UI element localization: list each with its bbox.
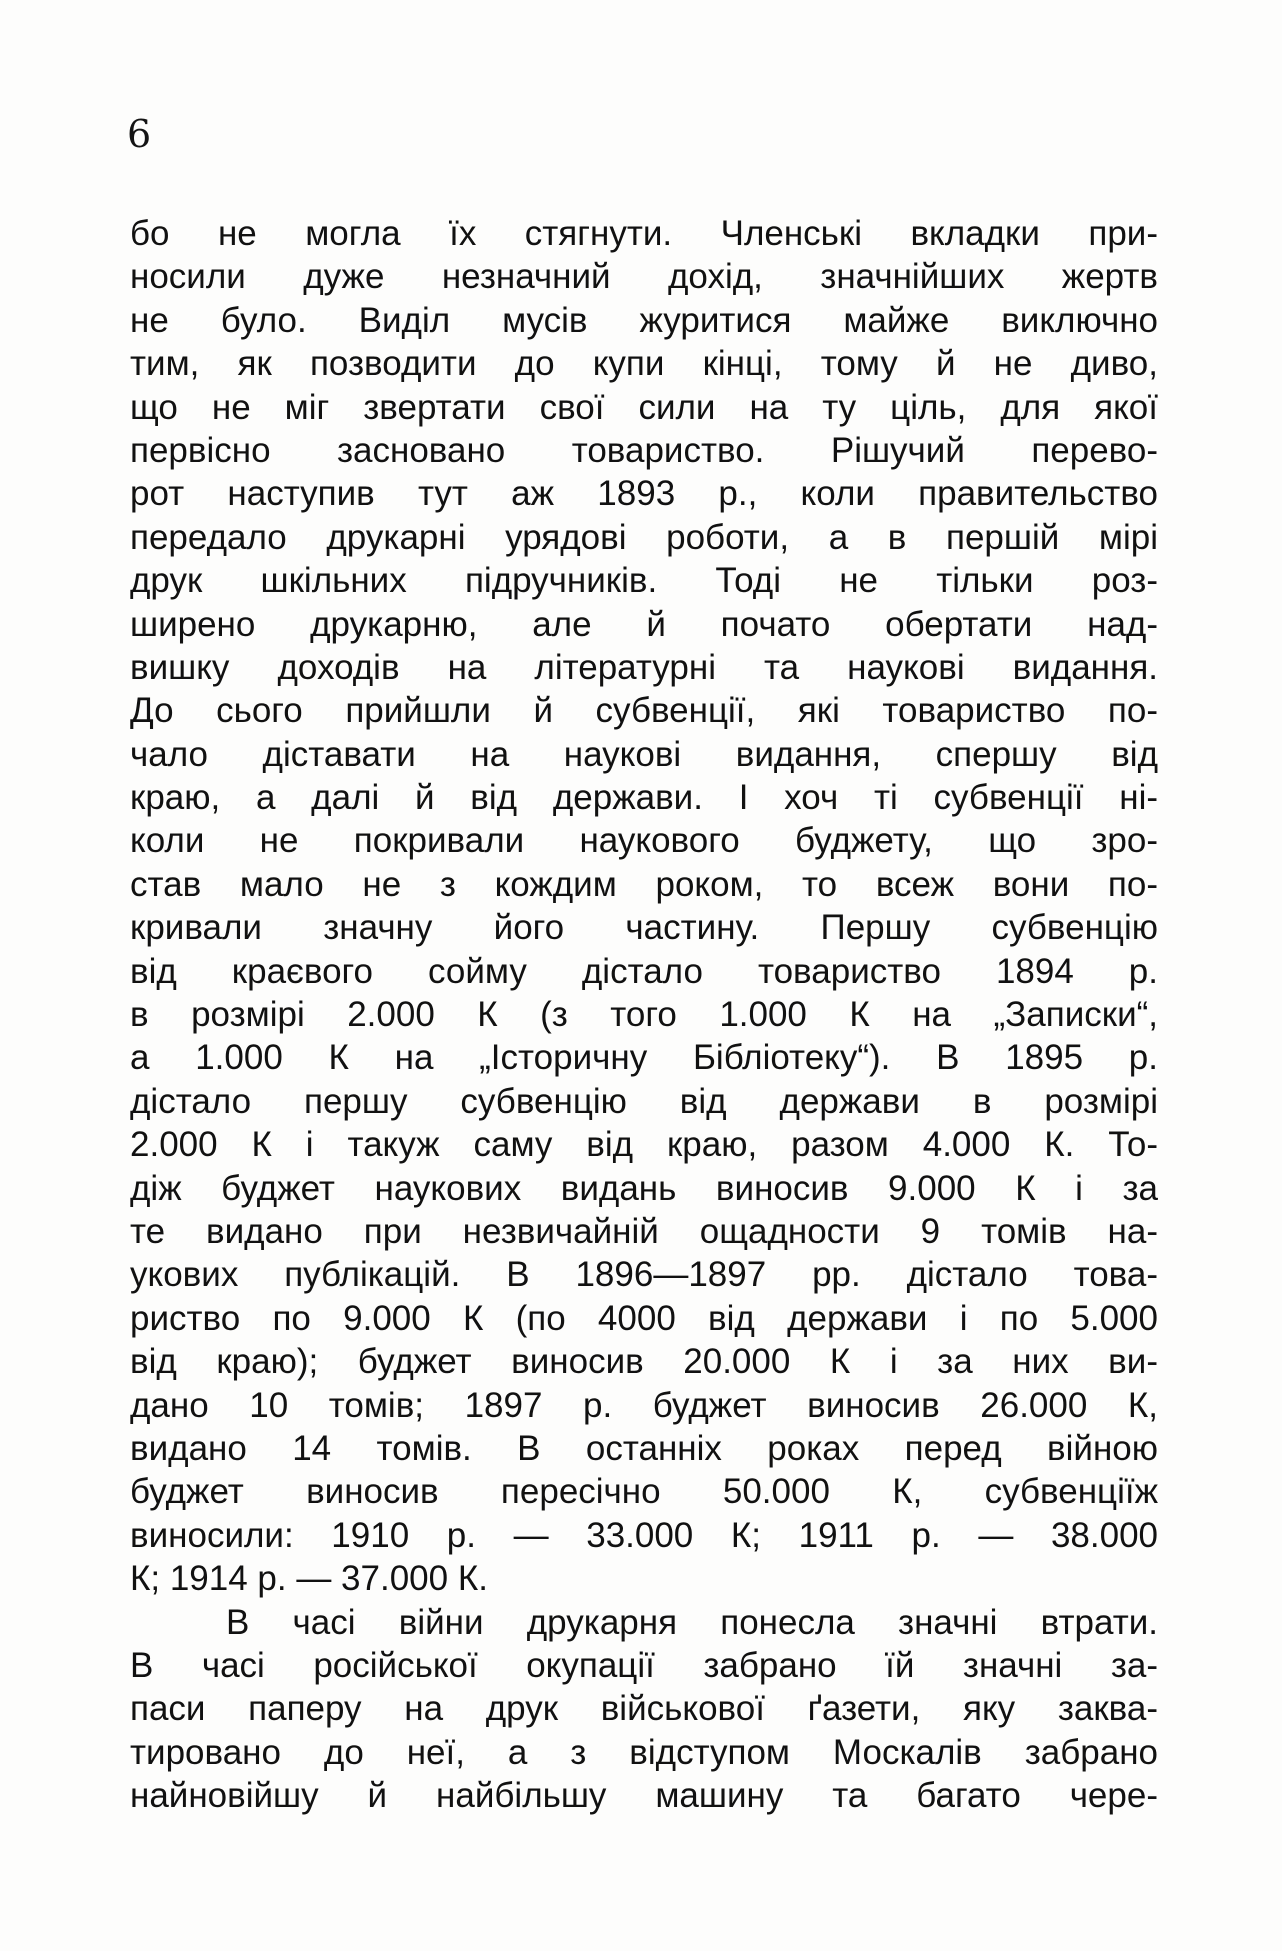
text-line: рот наступив тут аж 1893 р., коли правительство [130, 474, 1158, 514]
text-line: первісно засновано товариство. Рішучий перево- [130, 430, 1158, 470]
text-line: укових публікацій. В 1896—1897 рр. дістало това- [130, 1255, 1158, 1295]
text-line: паси паперу на друк військової ґазети, яку заква- [130, 1689, 1158, 1729]
text-line: видано 14 томів. В останніх роках перед війною [130, 1428, 1158, 1468]
page-number: 6 [127, 112, 152, 156]
text-line: дано 10 томів; 1897 р. буджет виносив 26.000 К, [130, 1385, 1158, 1425]
text-line: найновійшу й найбільшу машину та багато чере- [130, 1776, 1158, 1816]
text-line: кривали значну його частину. Першу субвенцію [130, 908, 1158, 948]
text-line: буджет виносив пересічно 50.000 К, субвенціїж [130, 1472, 1158, 1512]
text-line: що не міг звертати свої сили на ту ціль, для якої [130, 387, 1158, 427]
text-line: чало діставати на наукові видання, спершу від [130, 734, 1158, 774]
text-line: друк шкільних підручників. Тоді не тільки роз- [130, 561, 1158, 601]
text-line: а 1.000 К на „Історичну Бібліотеку“). В 1895 р. [130, 1038, 1158, 1078]
text-line: став мало не з кождим роком, то всеж вони по- [130, 864, 1158, 904]
text-line: носили дуже незначний дохід, значнійших жертв [130, 257, 1158, 297]
text-line: не було. Виділ мусів журитися майже виключно [130, 300, 1158, 340]
text-line: ширено друкарню, але й почато обертати над- [130, 604, 1158, 644]
text-line: від краєвого сойму дістало товариство 1894 р. [130, 951, 1158, 991]
text-line: те видано при незвичайній ощадности 9 томів на- [130, 1211, 1158, 1251]
text-line: тим, як позводити до купи кінці, тому й не диво, [130, 344, 1158, 384]
paragraph-first-line: В часі війни друкарня понесла значні втрати. [226, 1602, 1158, 1642]
text-line: тировано до неї, а з відступом Москалів забрано [130, 1732, 1158, 1772]
text-line: в розмірі 2.000 К (з того 1.000 К на „Записки“, [130, 995, 1158, 1035]
paragraph-end-line: К; 1914 р. — 37.000 К. [130, 1559, 488, 1599]
text-line: від краю); буджет виносив 20.000 К і за них ви- [130, 1342, 1158, 1382]
text-line: виносили: 1910 р. — 33.000 К; 1911 р. — 38.000 [130, 1515, 1158, 1555]
text-line: До сього прийшли й субвенції, які товариство по- [130, 691, 1158, 731]
text-line: вишку доходів на літературні та наукові видання. [130, 647, 1158, 687]
text-line: передало друкарні урядові роботи, а в першій мірі [130, 517, 1158, 557]
text-line: коли не покривали наукового буджету, що зро- [130, 821, 1158, 861]
text-line: 2.000 К і такуж саму від краю, разом 4.000 К. То- [130, 1125, 1158, 1165]
text-line: краю, а далі й від держави. І хоч ті субвенції ні- [130, 778, 1158, 818]
text-line: діж буджет наукових видань виносив 9.000 К і за [130, 1168, 1158, 1208]
text-line: дістало першу субвенцію від держави в розмірі [130, 1081, 1158, 1121]
text-line: риство по 9.000 К (по 4000 від держави і по 5.000 [130, 1298, 1158, 1338]
text-line: бо не могла їх стягнути. Членські вкладки при- [130, 214, 1158, 253]
body-text [130, 212, 1158, 1817]
text-line: В часі російської окупації забрано їй значні за- [130, 1645, 1158, 1685]
